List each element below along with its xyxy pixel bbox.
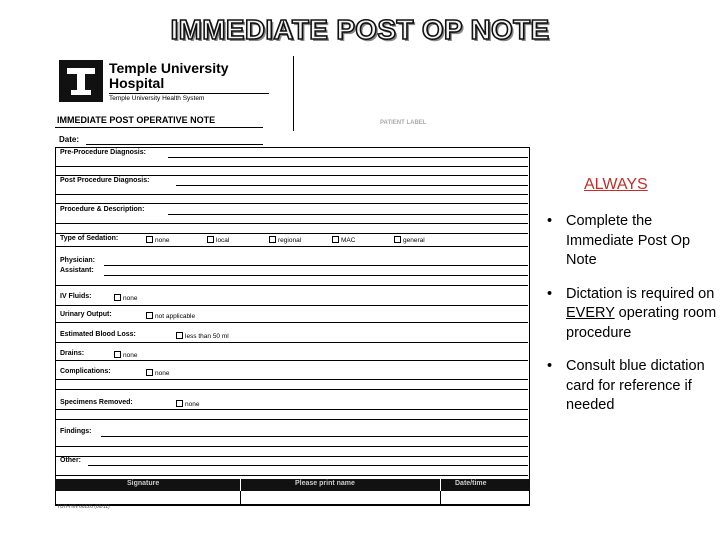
bullet-text-2-emphasis: EVERY (566, 305, 615, 321)
urinary-output-label: Urinary Output: (60, 311, 112, 318)
bullet-dot-icon: • (547, 285, 553, 302)
bullet-dot-icon: • (547, 358, 553, 374)
signature-label: Signature (127, 480, 160, 487)
other-field-line2[interactable] (56, 475, 528, 476)
sedation-regional-checkbox[interactable] (269, 236, 276, 243)
sedation-general-checkbox[interactable] (394, 236, 401, 243)
other-label: Other: (60, 457, 81, 464)
blood-loss-label: Estimated Blood Loss: (60, 331, 136, 338)
complications-field[interactable] (56, 379, 528, 380)
bullet-text-1: Complete the Immediate Post Op Note (566, 213, 691, 268)
sedation-row-divider (56, 246, 528, 247)
signature-row-divider2 (440, 491, 441, 504)
sedation-general-option[interactable]: general (394, 236, 425, 244)
post-op-note-form (55, 56, 530, 511)
procedure-field[interactable] (168, 214, 528, 215)
header-divider (293, 56, 294, 131)
date-time-label: Date/time (455, 480, 487, 487)
specimens-field[interactable] (56, 409, 528, 410)
form-code: TUH-HIN 60226 (06/11) (57, 504, 110, 510)
physician-label: Physician: (60, 257, 96, 264)
ebl-less-checkbox[interactable] (176, 332, 183, 339)
complications-field-line2[interactable] (56, 389, 528, 390)
complications-label: Complications: (60, 368, 111, 375)
specimens-field-line2[interactable] (56, 419, 528, 420)
findings-field-line2[interactable] (56, 446, 528, 447)
specimens-label: Specimens Removed: (60, 399, 133, 406)
comp-none-checkbox[interactable] (146, 369, 153, 376)
comp-none-option[interactable]: none (146, 369, 169, 377)
sidebar-notes (537, 175, 717, 430)
procedure-field-line2[interactable] (56, 223, 528, 224)
post-procedure-label: Post Procedure Diagnosis: (60, 177, 150, 184)
heading-underline (55, 127, 263, 128)
bullet-item-2 (537, 285, 717, 344)
hospital-system: Temple University Health System (109, 93, 269, 102)
slide-title: IMMEDIATE POST OP NOTE (170, 14, 550, 45)
pre-procedure-field-line2[interactable] (56, 166, 528, 167)
drains-field[interactable] (56, 360, 528, 361)
findings-field[interactable] (101, 436, 528, 437)
signature-row[interactable] (55, 491, 530, 505)
sedation-none-checkbox[interactable] (146, 236, 153, 243)
iv-none-option[interactable]: none (114, 294, 137, 302)
assistant-label: Assistant: (60, 267, 94, 274)
spec-none-checkbox[interactable] (176, 400, 183, 407)
form-fields-box (55, 147, 530, 506)
post-procedure-field-line2[interactable] (56, 194, 528, 195)
sedation-local-option[interactable]: local (207, 236, 229, 244)
assistant-field-line2[interactable] (56, 285, 528, 286)
drains-none-option[interactable]: none (114, 351, 137, 359)
print-name-label: Please print name (295, 480, 355, 487)
hospital-name-line2: Hospital (109, 75, 165, 91)
pre-procedure-field[interactable] (168, 157, 528, 158)
bullet-dot-icon: • (547, 213, 553, 229)
signature-divider (240, 479, 241, 491)
sedation-none-option[interactable]: none (146, 236, 169, 244)
patient-label: PATIENT LABEL (380, 120, 427, 126)
pre-procedure-label: Pre-Procedure Diagnosis: (60, 149, 146, 156)
bullet-text-2a: Dictation is required on (566, 285, 715, 302)
other-field[interactable] (88, 465, 528, 466)
spec-none-option[interactable]: none (176, 400, 199, 408)
drains-label: Drains: (60, 350, 85, 357)
assistant-field[interactable] (104, 275, 528, 276)
urine-na-checkbox[interactable] (146, 312, 153, 319)
sedation-local-checkbox[interactable] (207, 236, 214, 243)
sedation-mac-option[interactable]: MAC (332, 236, 355, 244)
sedation-label: Type of Sedation: (60, 235, 119, 242)
post-procedure-field[interactable] (176, 185, 528, 186)
sedation-mac-checkbox[interactable] (332, 236, 339, 243)
form-heading: IMMEDIATE POST OPERATIVE NOTE (57, 115, 216, 125)
bullet-item-1 (537, 212, 717, 271)
physician-field[interactable] (104, 265, 528, 266)
urinary-output-field[interactable] (56, 322, 528, 323)
date-divider (440, 479, 441, 491)
always-heading: ALWAYS (584, 176, 648, 193)
procedure-label: Procedure & Description: (60, 206, 145, 213)
iv-fluids-field[interactable] (56, 305, 528, 306)
signature-row-divider1 (240, 491, 241, 504)
ebl-less-option[interactable]: less than 50 ml (176, 332, 229, 340)
procedure-field-line3[interactable] (56, 233, 528, 234)
findings-field-line3[interactable] (56, 456, 528, 457)
bullet-text-2b: operating room procedure (566, 305, 717, 341)
urine-na-option[interactable]: not applicable (146, 312, 195, 320)
sedation-regional-option[interactable]: regional (269, 236, 301, 244)
temple-logo-icon (59, 60, 103, 102)
iv-fluids-label: IV Fluids: (60, 293, 92, 300)
signature-bar (55, 479, 530, 491)
blood-loss-field[interactable] (56, 342, 528, 343)
date-label: Date: (59, 135, 80, 144)
iv-none-checkbox[interactable] (114, 294, 121, 301)
date-field[interactable] (86, 144, 263, 145)
pre-procedure-field-line3[interactable] (56, 175, 528, 176)
bullet-item-3 (537, 357, 717, 416)
findings-label: Findings: (60, 428, 92, 435)
bullet-text-3: Consult blue dictation card for reference if needed (566, 358, 705, 413)
hospital-name-line1: Temple University (109, 60, 229, 76)
drains-none-checkbox[interactable] (114, 351, 121, 358)
post-procedure-field-line3[interactable] (56, 203, 528, 204)
